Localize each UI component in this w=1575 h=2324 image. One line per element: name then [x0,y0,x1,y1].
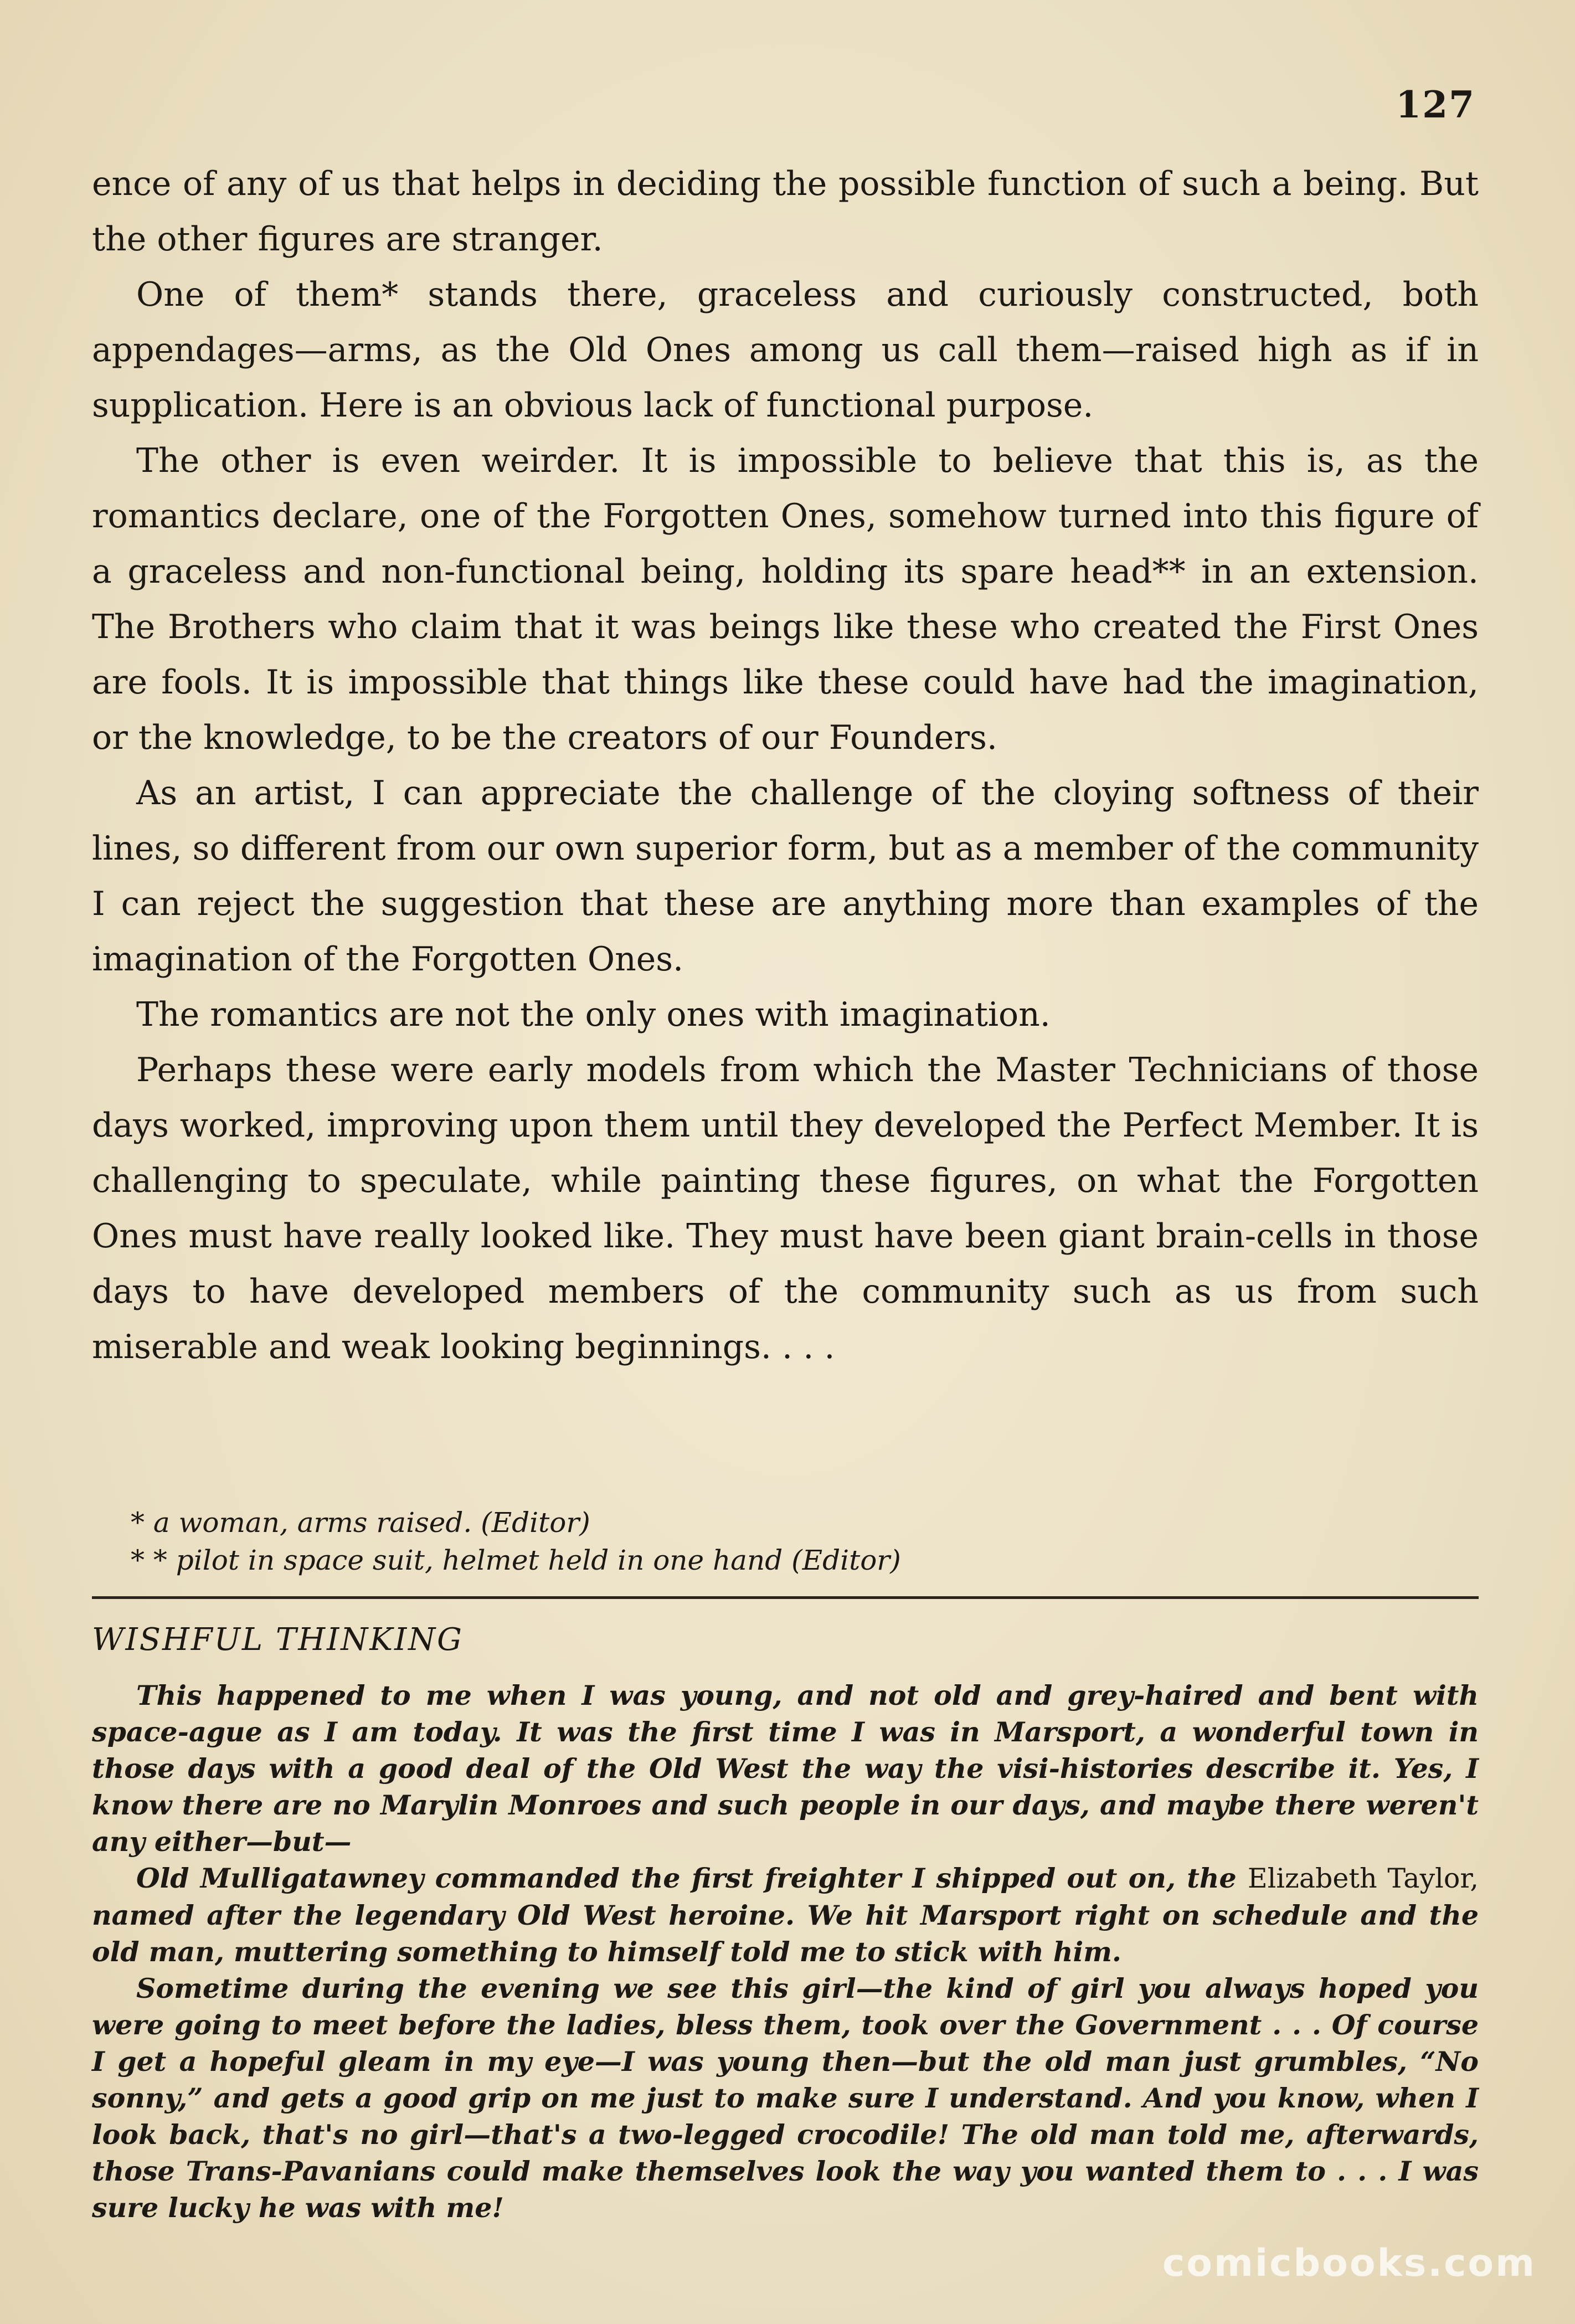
ship-name: Elizabeth Taylor, [1247,1863,1479,1894]
paragraph-2: One of them* stands there, graceless and curiously constructed, both appendages—arms, as the Old Ones among us call them—raised high as if in supplication. Here is an obvious lack of functional purpose. [92,275,1479,425]
main-text [92,156,1479,1375]
anecdote-paragraph-1: This happened to me when I was young, and not old and grey-haired and bent with space-ague as I am today. It was the first time I was in Marsport, a wonderful town in those days with a good deal of the Old West the way the visi-histories describe it. Yes, I know there are no Marylin Monroes and such people in our days, and maybe there weren't any either—but— [92,1679,1479,1858]
anecdote-paragraph-2 [92,1860,1479,1970]
page-number: 127 [1396,83,1475,126]
anecdote-paragraph-2-start: Old Mulligatawney commanded the first freighter I shipped out on, the [136,1862,1237,1894]
watermark: comicbooks.com [1162,2241,1536,2285]
footnote-2: * * pilot in space suit, helmet held in one hand (Editor) [131,1544,901,1576]
anecdote-paragraph-2-end: named after the legendary Old West heroine. We hit Marsport right on schedule and the old man, muttering something to himself told me to stick with him. [92,1899,1479,1968]
footnotes [131,1504,1460,1579]
footnote-1: * a woman, arms raised. (Editor) [131,1507,590,1539]
anecdote-title: WISHFUL THINKING [92,1622,464,1658]
paragraph-4: As an artist, I can appreciate the challenge of the cloying softness of their lines, so different from our own superior form, but as a member of the community I can reject the suggestion that these are anything more than examples of the imagination of the Forgotten Ones. [92,774,1479,979]
anecdote-paragraph-3: Sometime during the evening we see this girl—the kind of girl you always hoped you were going to meet before the ladies, bless them, took over the Government . . . Of course I get a hopeful gleam in my eye—I was young then—but the old man just grumbles, “No sonny,” and gets a good grip on me just to make sure I understand. And you know, when I look back, that's no girl—that's a two-legged crocodile! The old man told me, afterwards, those Trans-Pavanians could make themselves look the way you wanted them to . . . I was sure lucky he was with me! [92,1972,1479,2224]
paragraph-5: The romantics are not the only ones with imagination. [136,995,1051,1034]
paragraph-3: The other is even weirder. It is impossible to believe that this is, as the romantics declare, one of the Forgotten Ones, somehow turned into this figure of a graceless and non-functional being, holding its spare head** in an extension. The Brothers who claim that it was beings like these who created the First Ones are fools. It is impossible that things like these could have had the imagination, or the knowledge, to be the creators of our Founders. [92,441,1479,757]
paragraph-6: Perhaps these were early models from which the Master Technicians of those days worked, improving upon them until they developed the Perfect Member. It is challenging to speculate, while painting these figures, on what the Forgotten Ones must have really looked like. They must have been giant brain-cells in those days to have developed members of the community such as us from such miserable and weak looking beginnings. . . . [92,1051,1479,1366]
section-divider [92,1596,1479,1599]
anecdote-text [92,1677,1479,2226]
paragraph-1: ence of any of us that helps in deciding the possible function of such a being. But the other figures are stranger. [92,164,1479,259]
